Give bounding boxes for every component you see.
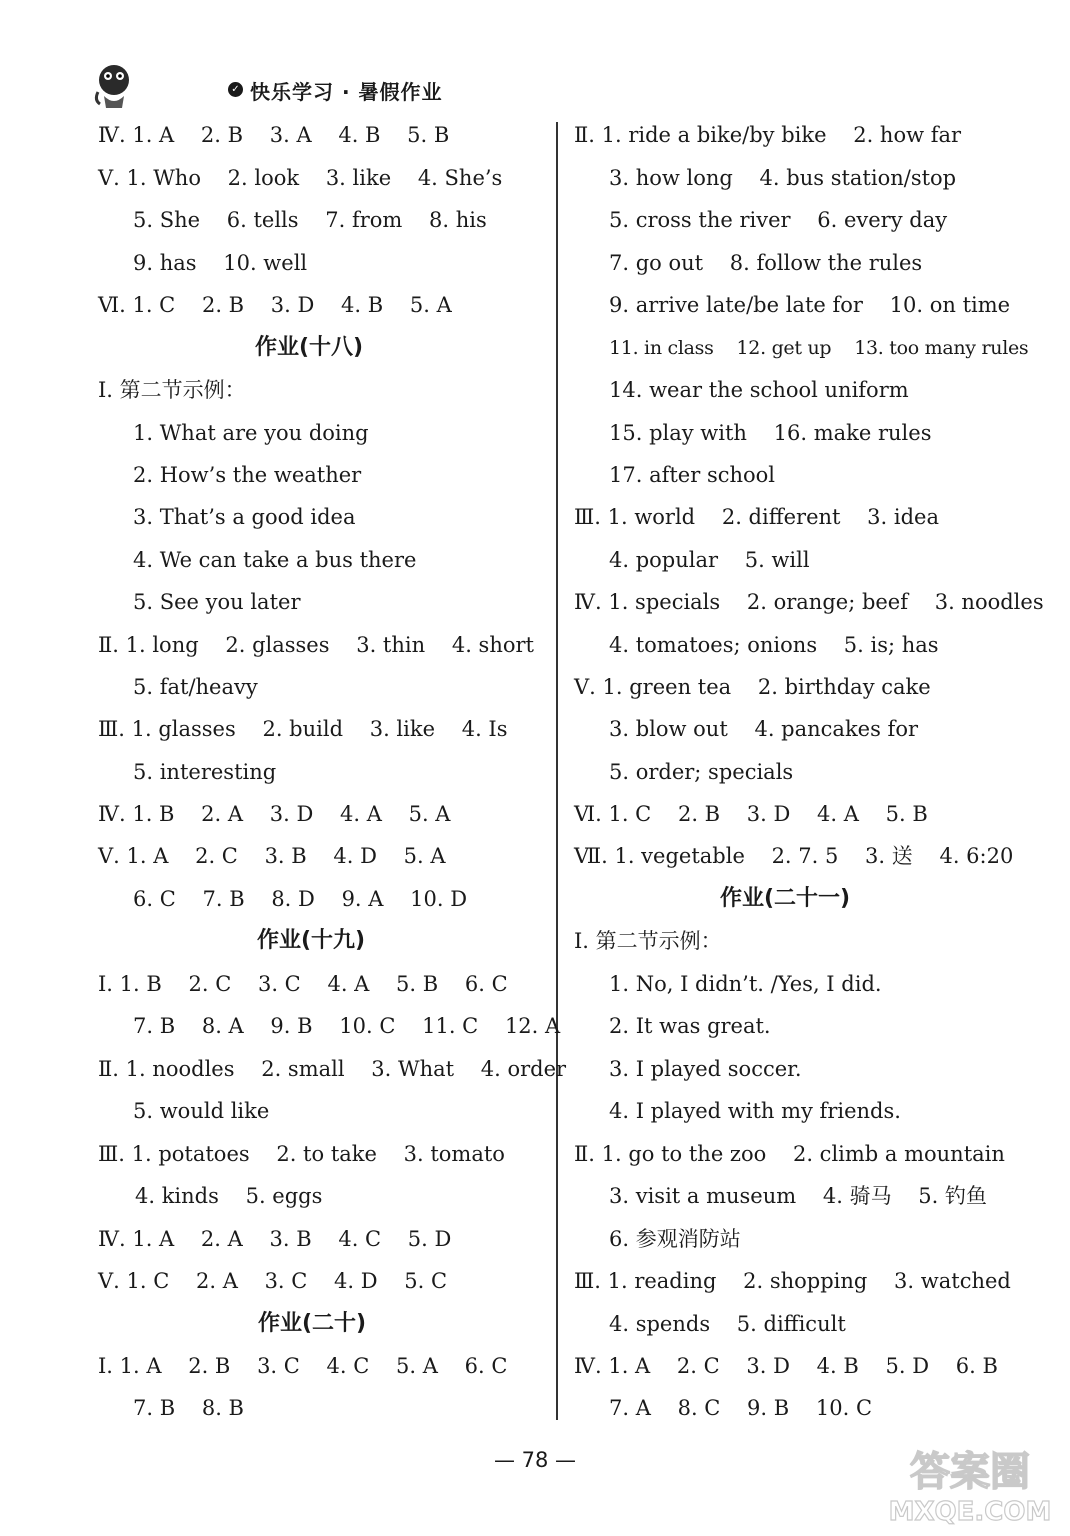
watermark-line2: MXQE.COM [888,1497,1052,1527]
section-heading-19: 作业(十九) [257,928,366,953]
answer-line: 4. I played with my friends. [609,1099,901,1123]
answer-line: Ⅴ. 1. C 2. A 3. C 4. D 5. C [98,1269,448,1293]
answer-line: 7. A 8. C 9. B 10. C [609,1396,873,1420]
answer-line: Ⅳ. 1. A 2. A 3. B 4. C 5. D [98,1227,452,1251]
answer-line: 3. visit a museum 4. 骑马 5. 钓鱼 [609,1184,987,1208]
answer-line: 5. fat/heavy [133,675,258,699]
answer-line: Ⅲ. 1. reading 2. shopping 3. watched [574,1269,1011,1293]
answer-line: 9. arrive late/be late for 10. on time [609,293,1011,317]
watermark-line1: 答案圈 [910,1449,1030,1495]
answer-line: Ⅴ. 1. Who 2. look 3. like 4. She’s [98,166,503,190]
answer-line: 5. interesting [133,760,277,784]
answer-line: 4. kinds 5. eggs [135,1184,323,1208]
answer-line: 5. See you later [133,590,301,614]
answer-line: 1. No, I didn’t. /Yes, I did. [609,972,882,996]
section-heading-20: 作业(二十) [258,1311,367,1336]
answer-line: Ⅰ. 1. A 2. B 3. C 4. C 5. A 6. C [98,1354,508,1378]
answer-line: Ⅵ. 1. C 2. B 3. D 4. B 5. A [98,293,452,317]
answer-line: 3. how long 4. bus station/stop [609,166,957,190]
answer-line: 3. blow out 4. pancakes for [609,717,919,741]
page-header [92,62,492,112]
answer-line: 5. She 6. tells 7. from 8. his [133,208,487,232]
answer-line: Ⅰ. 第二节示例： [574,929,722,953]
watermark-logo [880,1440,1060,1530]
answer-line: 4. spends 5. difficult [609,1312,846,1336]
answer-line: Ⅲ. 1. glasses 2. build 3. like 4. Is [98,717,508,741]
answer-line: Ⅴ. 1. A 2. C 3. B 4. D 5. A [98,844,446,868]
answer-line: 7. B 8. A 9. B 10. C 11. C 12. A [133,1014,561,1038]
answer-line: 11. in class 12. get up 13. too many rules [609,337,1029,359]
answer-line: 5. cross the river 6. every day [609,208,948,232]
answer-line: Ⅲ. 1. potatoes 2. to take 3. tomato [98,1142,505,1166]
answer-line: Ⅳ. 1. A 2. C 3. D 4. B 5. D 6. B [574,1354,998,1378]
answer-line: Ⅳ. 1. A 2. B 3. A 4. B 5. B [98,123,450,147]
answer-line: 9. has 10. well [133,251,308,275]
answer-line: 6. 参观消防站 [609,1227,741,1251]
header-title: 快乐学习 · 暑假作业 [250,80,443,104]
page-number: — 78 — [493,1448,577,1472]
answer-line: 15. play with 16. make rules [609,421,932,445]
answer-line: 5. would like [133,1099,270,1123]
header-check-icon: ✓ [228,82,243,97]
answer-line: 17. after school [609,463,776,487]
section-heading-21: 作业(二十一) [720,886,851,911]
answer-line: 2. How’s the weather [133,463,362,487]
answer-line: Ⅰ. 第二节示例： [98,378,246,402]
answer-line: Ⅱ. 1. long 2. glasses 3. thin 4. short [98,633,534,657]
answer-line: 5. order; specials [609,760,794,784]
answer-line: 3. I played soccer. [609,1057,802,1081]
column-divider [556,122,558,1420]
answer-line: 3. That’s a good idea [133,505,356,529]
answer-line: Ⅳ. 1. B 2. A 3. D 4. A 5. A [98,802,451,826]
answer-line: Ⅳ. 1. specials 2. orange; beef 3. noodles [574,590,1044,614]
answer-line: 14. wear the school uniform [609,378,909,402]
answer-line: Ⅰ. 1. B 2. C 3. C 4. A 5. B 6. C [98,972,508,996]
answer-line: 4. tomatoes; onions 5. is; has [609,633,939,657]
answer-line: Ⅲ. 1. world 2. different 3. idea [574,505,939,529]
answer-line: 6. C 7. B 8. D 9. A 10. D [133,887,468,911]
answer-line: 7. B 8. B [133,1396,244,1420]
answer-line: Ⅱ. 1. noodles 2. small 3. What 4. order [98,1057,567,1081]
section-heading-18: 作业(十八) [255,335,364,360]
answer-line: Ⅶ. 1. vegetable 2. 7. 5 3. 送 4. 6:20 [574,844,1014,868]
answer-line: 1. What are you doing [133,421,369,445]
answer-line: Ⅱ. 1. go to the zoo 2. climb a mountain [574,1142,1005,1166]
answer-line: 4. We can take a bus there [133,548,417,572]
answer-line: Ⅵ. 1. C 2. B 3. D 4. A 5. B [574,802,928,826]
mascot-icon [92,62,136,110]
answer-line: Ⅱ. 1. ride a bike/by bike 2. how far [574,123,962,147]
answer-line: Ⅴ. 1. green tea 2. birthday cake [574,675,931,699]
answer-line: 2. It was great. [609,1014,771,1038]
answer-line: 7. go out 8. follow the rules [609,251,923,275]
answer-line: 4. popular 5. will [609,548,810,572]
